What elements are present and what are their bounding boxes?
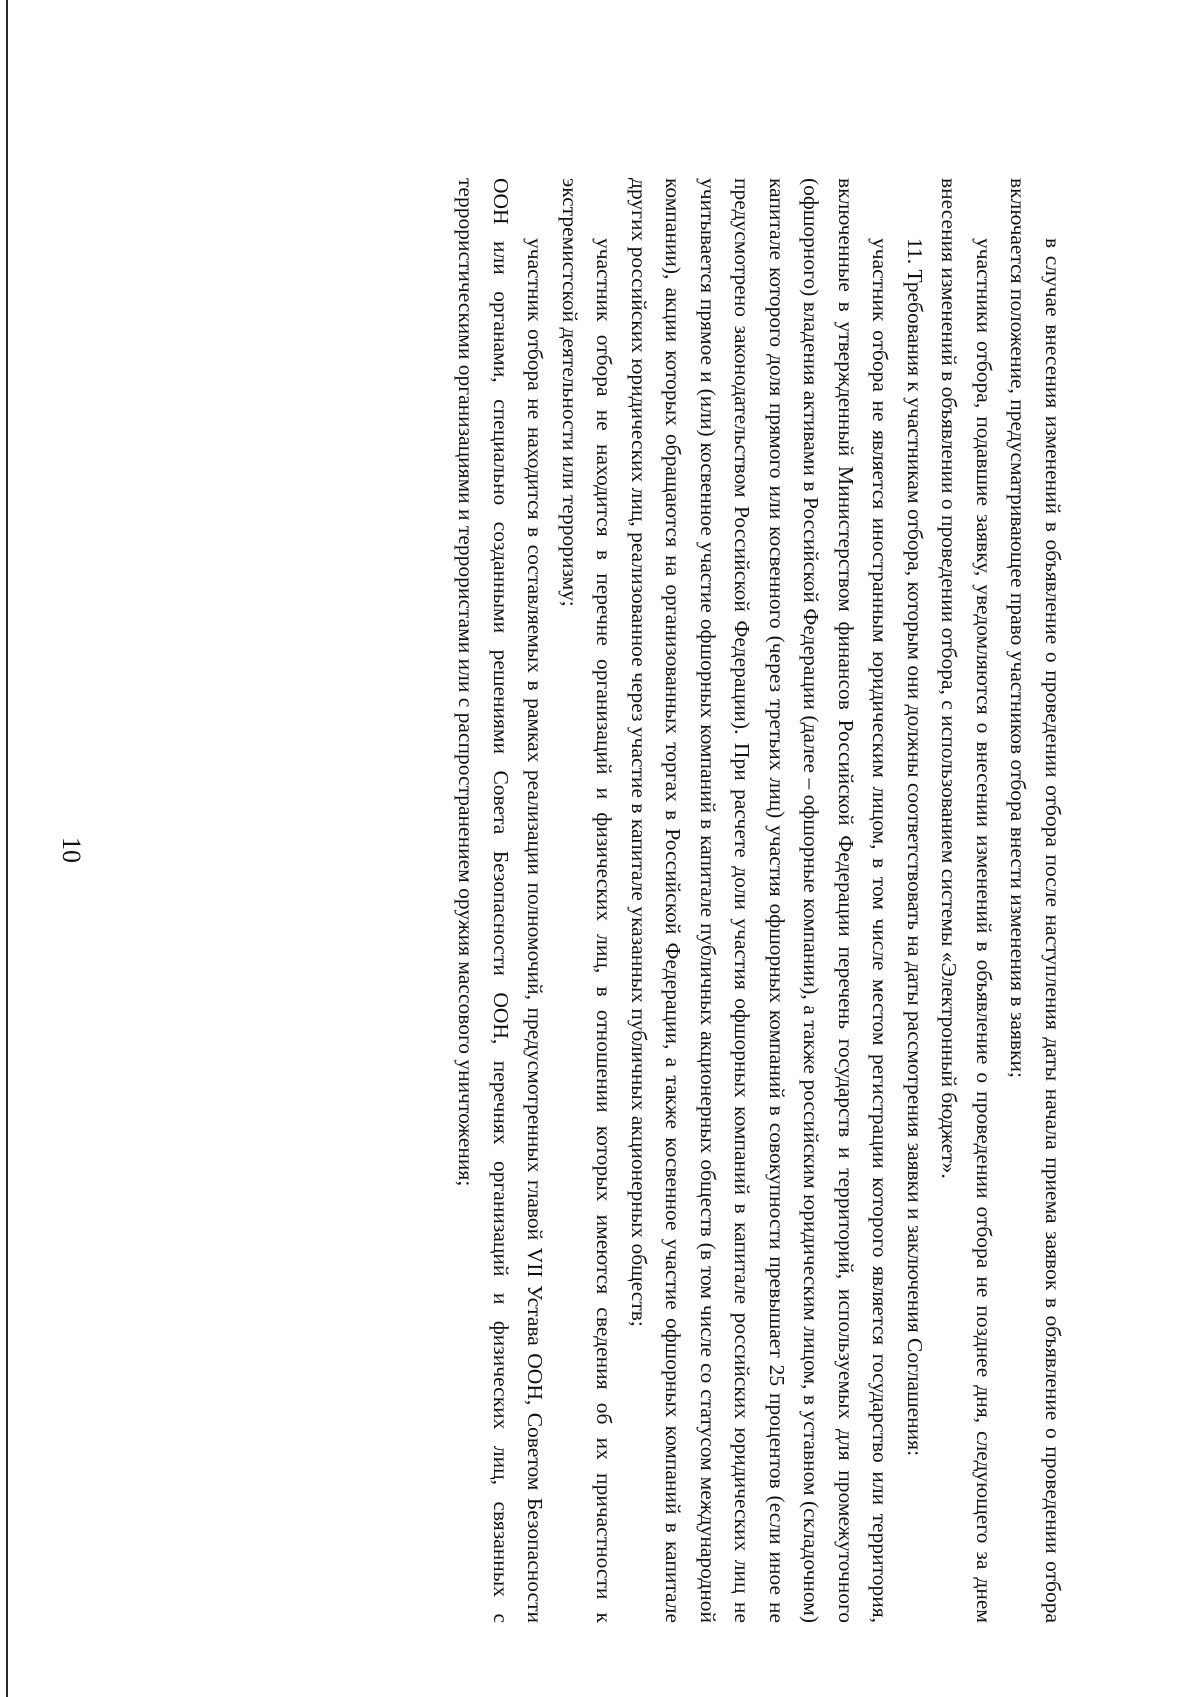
paragraph-application-changes: в случае внесения изменений в объявление о проведении отбора после наступления даты начала приема заявок в объявление о проведении отбора включается положение, предусматривающее право участников отбора внести изменения в заявки; xyxy=(1006,178,1065,1623)
paragraph-participant-notification: участники отбора, подавшие заявку, уведомляются о внесении изменений в объявление о проведении отбора не позднее дня, следующего за днем внесения изменений в объявлении о проведении отбора, с использованием системы «Электронный бюджет». xyxy=(937,178,996,1623)
paragraph-extremism-requirement: участник отбора не находится в перечне организаций и физических лиц, в отношении которых имеются сведения об их причастности к экстремистской деятельности или терроризму; xyxy=(558,178,617,1623)
paragraph-offshore-requirement: участник отбора не является иностранным юридическим лицом, в том числе местом регистрации которого является государство или территория, включенные в утвержденный Министерством финансов Российской Федерации перечень государств и территорий, используемых для промежуточного (офшорного) владения активами в Российской Федерации (далее – офшорные компании), а также российским юридическим лицом, в уставном (складочном) капитале которого доля прямого или косвенного (через третьих лиц) участия офшорных компаний в совокупности превышает 25 процентов (если иное не предусмотрено законодательством Российской Федерации). При расчете доли участия офшорных компаний в капитале российских юридических лиц не учитывается прямое и (или) косвенное участие офшорных компаний в капитале публичных акционерных обществ (в том числе со статусом международной компании), акции которых обращаются на организованных торгах в Российской Федерации, а также косвенное участие офшорных компаний в капитале других российских юридических лиц, реализованное через участие в капитале указанных публичных акционерных обществ; xyxy=(627,178,893,1623)
page-number: 10 xyxy=(57,837,86,863)
paragraph-section-11-heading: 11. Требования к участникам отбора, которым они должны соответствовать на даты рассмотрения заявки и заключения Соглашения: xyxy=(903,238,927,1457)
scan-edge-line xyxy=(6,0,8,1697)
document-body xyxy=(449,178,1070,1623)
paragraph-un-sanctions-requirement: участник отбора не находится в составляемых в рамках реализации полномочий, предусмотренных главой VII Устава ООН, Советом Безопасности ООН или органами, специально созданными решениями Совета Безопасности ООН, перечнях организаций и физических лиц, связанных с террористическими организациями и террористами или с распространением оружия массового уничтожения; xyxy=(454,178,548,1623)
